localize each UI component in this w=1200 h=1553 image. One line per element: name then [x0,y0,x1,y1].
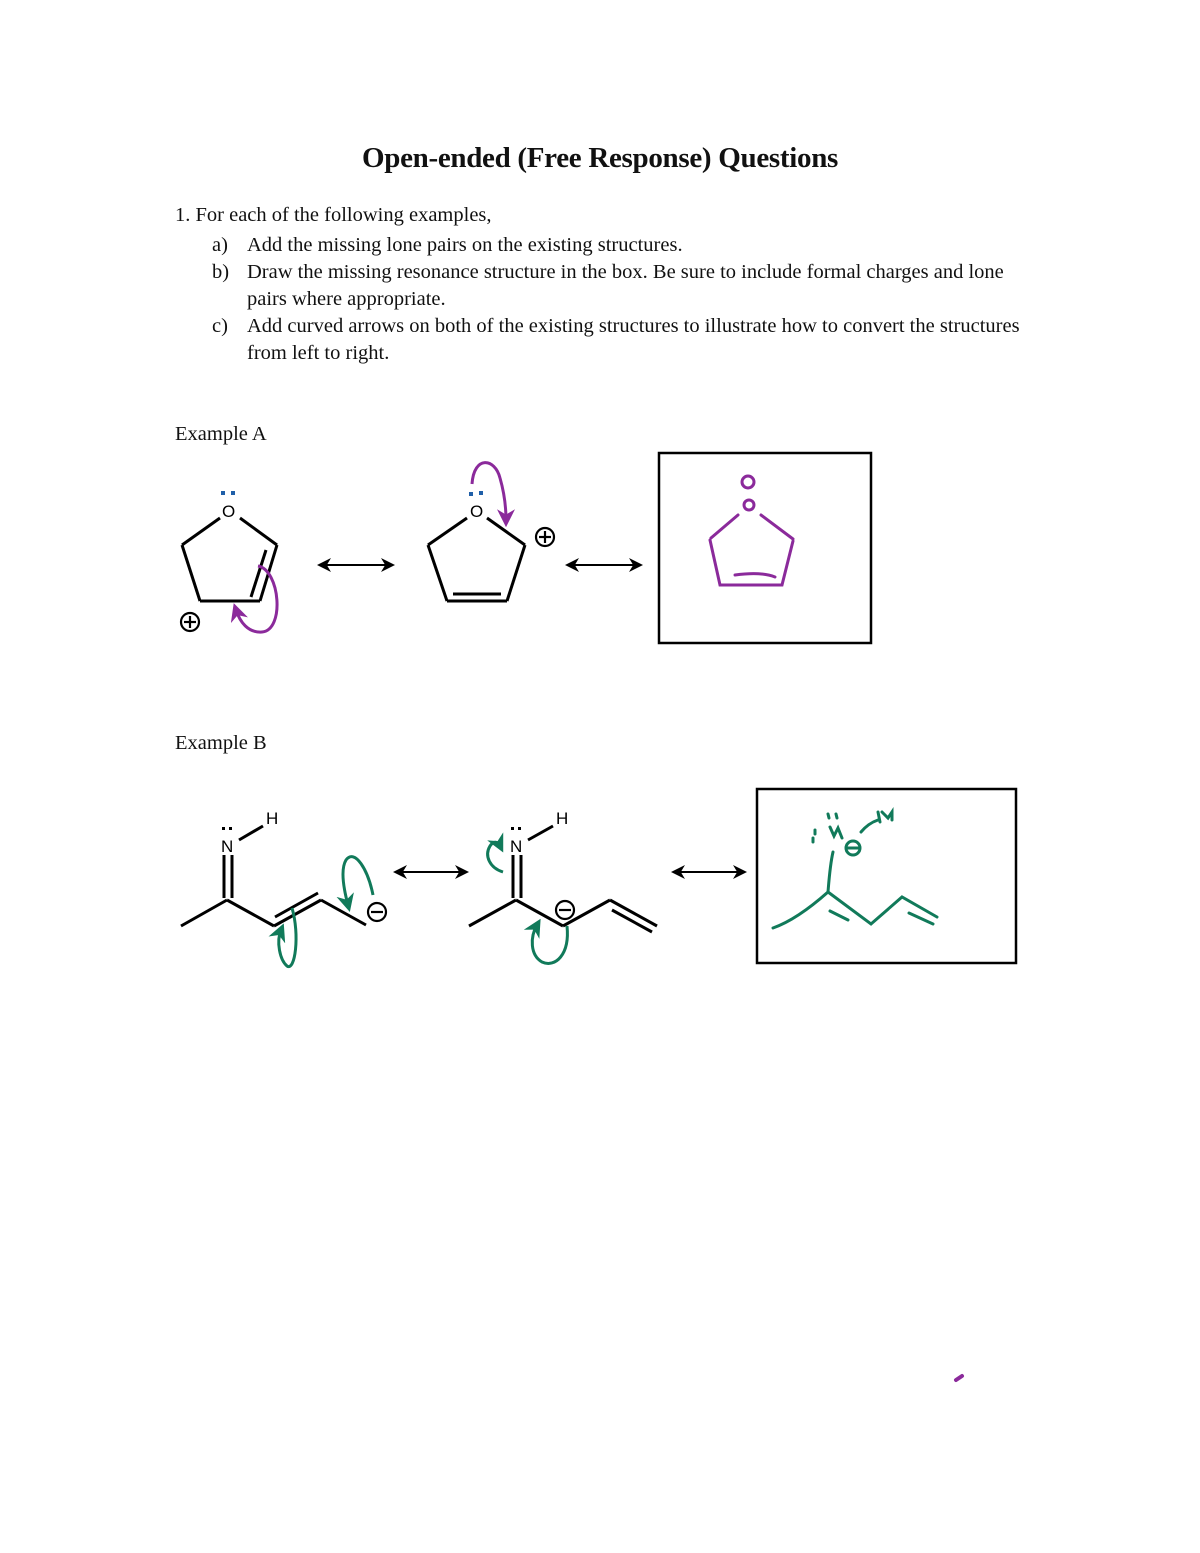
answer-structure-b [773,812,937,928]
lone-pair-icon [222,827,232,830]
example-b-structure-1 [181,826,366,926]
lone-pair-icon [511,827,521,830]
curved-arrow-icon [488,842,503,872]
hydrogen-atom: H [266,809,279,828]
plus-charge-icon [742,476,754,488]
plus-charge-icon [181,613,199,631]
instruction-marker: c) [212,315,228,337]
stray-ink-mark [956,1376,962,1380]
curved-arrow-icon [532,925,567,963]
lone-pair-icon [469,491,483,496]
plus-charge-icon [536,528,554,546]
page-title: Open-ended (Free Response) Questions [361,142,839,174]
answer-structure-a [710,476,793,585]
instruction-text: Add the missing lone pairs on the existing structures. [247,234,683,256]
oxygen-atom: O [222,502,236,521]
minus-charge-icon [368,903,386,921]
curved-arrow-icon [279,908,296,967]
instruction-text: Add curved arrows on both of the existing structures to illustrate how to convert the structures from left to right. [247,315,1020,364]
example-a-label: Example A [175,423,267,445]
instruction-text: Draw the missing resonance structure in the box. Be sure to include formal charges and lone pairs where appropriate. [247,261,1004,310]
curved-arrow-icon [343,857,373,905]
instruction-marker: b) [212,261,230,283]
minus-charge-icon [556,901,574,919]
question-intro: 1. For each of the following examples, [175,204,492,226]
nitrogen-atom: N [510,837,523,856]
hydrogen-atom: H [556,809,569,828]
instruction-marker: a) [212,234,228,256]
lone-pair-icon [221,491,235,495]
example-b-label: Example B [175,732,267,754]
example-a-structure-2 [428,518,525,601]
oxygen-atom: O [470,502,484,521]
nitrogen-atom: N [221,837,234,856]
example-a-structure-1 [182,518,277,601]
answer-box-a[interactable] [659,453,871,643]
